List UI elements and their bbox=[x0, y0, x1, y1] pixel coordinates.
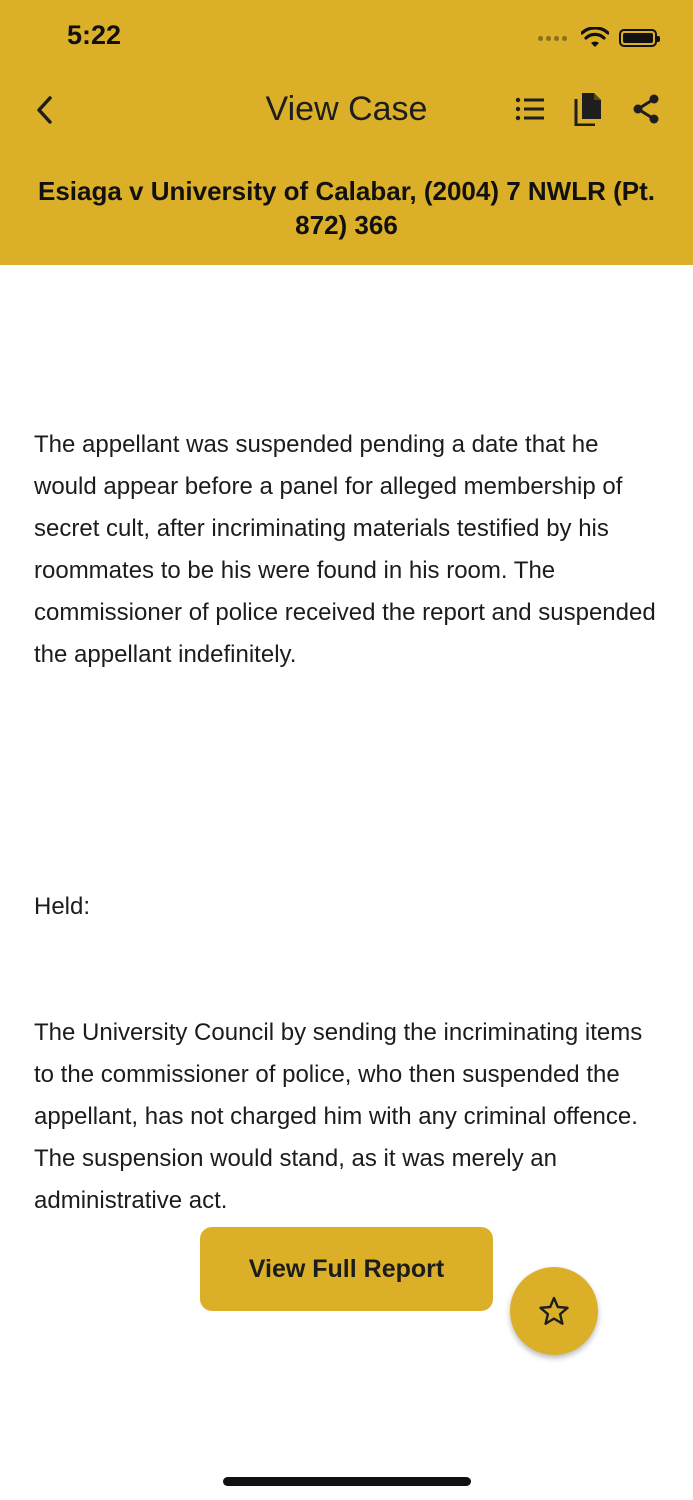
document-icon bbox=[574, 92, 602, 126]
case-title: Esiaga v University of Calabar, (2004) 7 NWLR (Pt. 872) 366 bbox=[38, 176, 655, 240]
status-icons bbox=[538, 24, 657, 52]
app-header bbox=[0, 0, 693, 265]
copy-button[interactable] bbox=[571, 90, 605, 128]
list-icon bbox=[515, 96, 545, 122]
header-actions bbox=[513, 90, 663, 128]
wifi-icon bbox=[581, 27, 609, 49]
held-text: The University Council by sending the incriminating items to the commissioner of police, who then suspended the appellant, has not charged him with any criminal offence. The suspension would stand, as it was merely an administrative act. bbox=[34, 1019, 649, 1214]
signal-icon bbox=[538, 36, 567, 41]
home-indicator bbox=[223, 1477, 471, 1486]
favorite-button[interactable] bbox=[510, 1267, 598, 1355]
star-icon bbox=[538, 1295, 570, 1327]
case-summary bbox=[34, 340, 664, 1264]
summary-text: The appellant was suspended pending a date that he would appear before a panel for alleged membership of secret cult, after incriminating materials testified by his roommates to be his were found in his room. The commissioner of police received the report and suspended the appellant indefinitely. bbox=[34, 431, 663, 668]
page-title: View Case bbox=[265, 90, 428, 128]
held-label: Held: bbox=[34, 893, 91, 920]
contents-button[interactable] bbox=[513, 90, 547, 128]
status-time: 5:22 bbox=[67, 20, 122, 50]
view-full-report-button[interactable]: View Full Report bbox=[200, 1227, 493, 1311]
battery-icon bbox=[619, 29, 657, 47]
share-button[interactable] bbox=[629, 90, 663, 128]
share-icon bbox=[632, 94, 660, 124]
